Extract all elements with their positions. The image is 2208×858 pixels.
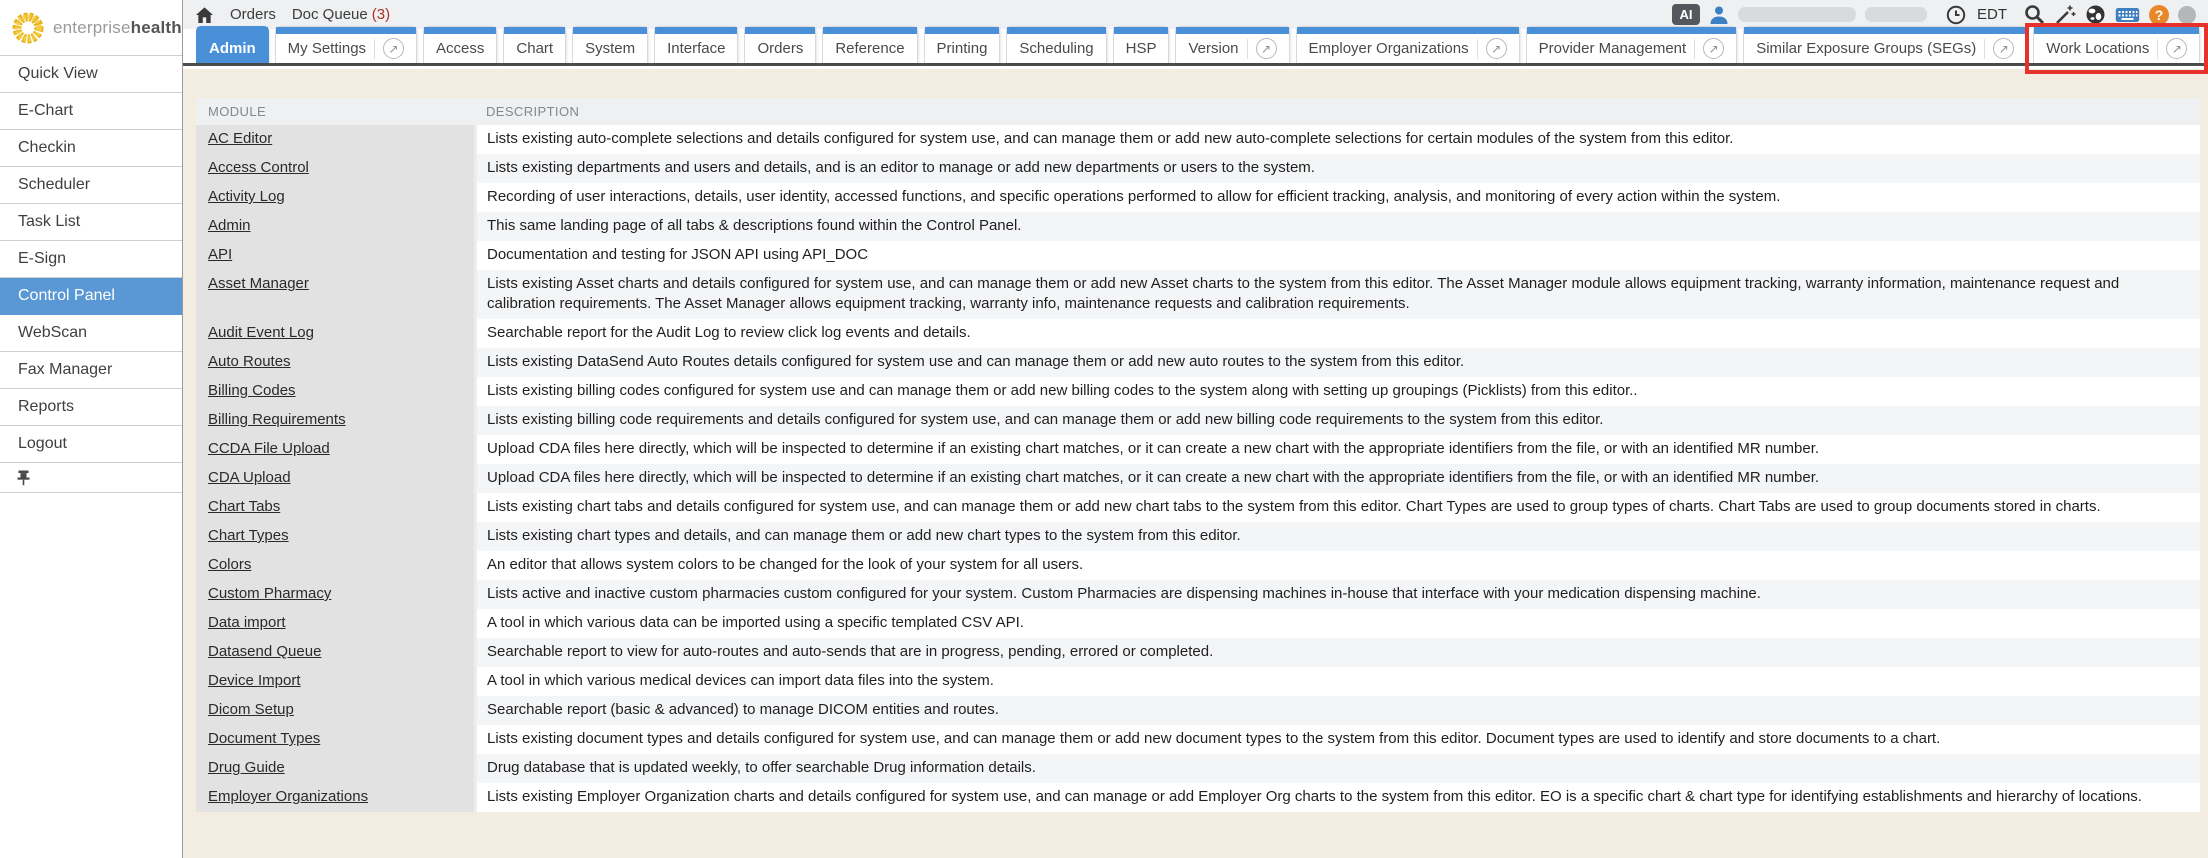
sidebar-item-label: Logout (18, 435, 67, 452)
module-description: An editor that allows system colors to be changed for the look of your system for all users. (474, 551, 2200, 580)
tab-label: My Settings (287, 40, 367, 57)
tab-separator (374, 39, 375, 59)
doc-queue-count: (3) (371, 6, 391, 23)
sidebar-item-webscan[interactable] (0, 315, 182, 352)
sidebar-item-quick-view[interactable] (0, 56, 182, 93)
external-link-icon[interactable]: ↗ (1256, 38, 1277, 59)
module-link-drug-guide[interactable]: Drug Guide (208, 759, 285, 776)
pin-icon[interactable] (16, 469, 31, 486)
module-link-admin[interactable]: Admin (208, 217, 251, 234)
table-body (196, 125, 2200, 812)
tab-label: Orders (757, 40, 804, 57)
table-row (196, 464, 2200, 493)
module-link-dicom-setup[interactable]: Dicom Setup (208, 701, 294, 718)
tab-accent-cap (573, 27, 647, 34)
sidebar-item-e-sign[interactable] (0, 241, 182, 278)
tab-label: Access (436, 40, 485, 57)
tab-accent-cap (745, 27, 815, 34)
table-row (196, 667, 2200, 696)
table-row (196, 638, 2200, 667)
module-link-asset-manager[interactable]: Asset Manager (208, 275, 309, 292)
module-description: Lists existing chart tabs and details configured for system use, and can manage them or add new chart tabs to the system from this editor. Chart Types are used to group types of charts. Chart Tabs are used to group documents stored in charts. (474, 493, 2200, 522)
topbar-actions (1672, 4, 2196, 25)
module-link-data-import[interactable]: Data import (208, 614, 286, 631)
home-icon[interactable] (195, 6, 214, 24)
column-header-module: MODULE (196, 98, 474, 125)
status-circle-icon[interactable] (2178, 6, 2196, 24)
ai-badge-button[interactable]: AI (1672, 4, 1700, 25)
tab-accent-cap (1176, 27, 1288, 34)
tab-separator (1477, 39, 1478, 59)
sidebar-item-label: Checkin (18, 139, 76, 156)
keyboard-icon[interactable] (2115, 6, 2140, 24)
tab-label: Printing (936, 40, 988, 57)
external-link-icon[interactable]: ↗ (383, 38, 404, 59)
table-row (196, 270, 2200, 319)
module-description: Recording of user interactions, details, user identity, accessed functions, and specific operations performed to allow for efficient tracking, analysis, and monitoring of every action within the system. (474, 183, 2200, 212)
table-row (196, 435, 2200, 464)
sidebar-item-label: Fax Manager (18, 361, 113, 378)
table-row (196, 522, 2200, 551)
tab-accent-cap (1297, 27, 1519, 34)
table-row (196, 783, 2200, 812)
nav-doc-queue[interactable]: Doc Queue (3) (291, 6, 391, 23)
module-description: Lists active and inactive custom pharmacies custom configured for your system. Custom Pharmacies are dispensing machines in-house that interface with your medication dispensing machine. (474, 580, 2200, 609)
table-row (196, 377, 2200, 406)
tab-chart[interactable] (503, 26, 566, 63)
module-description: Lists existing billing codes configured for system use and can manage them or add new billing codes to the system along with setting up groupings (Picklists) from this editor.. (474, 377, 2200, 406)
tab-printing[interactable] (924, 26, 1001, 63)
tab-my-settings[interactable] (275, 26, 417, 63)
table-row (196, 241, 2200, 270)
table-row (196, 125, 2200, 154)
tab-label: Employer Organizations (1308, 40, 1469, 57)
sidebar-item-label: E-Chart (18, 102, 74, 119)
module-description: Searchable report for the Audit Log to review click log events and details. (474, 319, 2200, 348)
main-content (183, 69, 2208, 858)
help-icon[interactable]: ? (2149, 5, 2169, 25)
tab-label: Chart (516, 40, 554, 57)
tab-accent-cap (1007, 27, 1105, 34)
external-link-icon[interactable]: ↗ (1486, 38, 1507, 59)
module-description: Lists existing billing code requirements and details configured for system use, and can manage them or add new billing code requirements to the system from this editor. (474, 406, 2200, 435)
module-link-datasend-queue[interactable]: Datasend Queue (208, 643, 322, 660)
sidebar-item-scheduler[interactable] (0, 167, 182, 204)
sidebar-item-label: Task List (18, 213, 81, 230)
tab-separator (1247, 39, 1248, 59)
module-link-employer-organizations[interactable]: Employer Organizations (208, 788, 369, 805)
module-link-cda-upload[interactable]: CDA Upload (208, 469, 291, 486)
sidebar (0, 0, 183, 858)
tab-label: Reference (835, 40, 905, 57)
table-row (196, 183, 2200, 212)
module-description: Searchable report (basic & advanced) to manage DICOM entities and routes. (474, 696, 2200, 725)
table-row (196, 725, 2200, 754)
module-description: Upload CDA files here directly, which will be inspected to determine if an existing chart matches, or it can create a new chart with the appropriate identifiers from the file, or with an identified MR number. (474, 464, 2200, 493)
module-description: Lists existing Asset charts and details configured for system use, and can manage them or add new Asset charts to the system from this editor. The Asset Manager module allows equipment tracking, warranty information, maintenance request and calibration requirements. The Asset Manager allows equipment tracking, warranty info, maintenance requests and calibration requirements. (474, 270, 2200, 319)
tab-accent-cap (1744, 27, 2026, 34)
module-link-chart-types[interactable]: Chart Types (208, 527, 289, 544)
tab-label: Scheduling (1019, 40, 1094, 57)
sidebar-pin-row (0, 463, 182, 493)
redacted-text (1865, 7, 1927, 22)
tab-label: Work Locations (2046, 40, 2150, 57)
tab-accent-cap (276, 27, 416, 34)
table-row (196, 319, 2200, 348)
enterprise-health-logo (0, 0, 182, 56)
tab-version[interactable] (1175, 26, 1289, 63)
module-link-colors[interactable]: Colors (208, 556, 252, 573)
table-row (196, 212, 2200, 241)
logo-text: enterprisehealth (53, 17, 182, 37)
module-description: Searchable report to view for auto-routes and auto-sends that are in progress, pending, errored or completed. (474, 638, 2200, 667)
sidebar-item-checkin[interactable] (0, 130, 182, 167)
module-link-device-import[interactable]: Device Import (208, 672, 301, 689)
table-header-row (196, 98, 2200, 125)
tab-hsp[interactable] (1113, 26, 1170, 63)
tab-interface[interactable] (654, 26, 738, 63)
module-table (196, 98, 2200, 812)
tab-separator (1694, 39, 1695, 59)
globe-icon[interactable] (2085, 4, 2106, 25)
sidebar-item-label: E-Sign (18, 250, 67, 267)
external-link-icon[interactable]: ↗ (2166, 38, 2187, 59)
tab-separator (1984, 39, 1985, 59)
table-row (196, 580, 2200, 609)
module-link-chart-tabs[interactable]: Chart Tabs (208, 498, 281, 515)
table-row (196, 406, 2200, 435)
tab-label: Provider Management (1538, 40, 1687, 57)
sidebar-item-label: WebScan (18, 324, 88, 341)
tab-accent-cap (424, 27, 496, 34)
tab-orders[interactable] (744, 26, 816, 63)
tab-label: System (585, 40, 636, 57)
module-link-auto-routes[interactable]: Auto Routes (208, 353, 291, 370)
module-description: This same landing page of all tabs & descriptions found within the Control Panel. (474, 212, 2200, 241)
tab-label: Admin (209, 40, 256, 57)
module-link-document-types[interactable]: Document Types (208, 730, 321, 747)
module-link-activity-log[interactable]: Activity Log (208, 188, 285, 205)
table-row (196, 493, 2200, 522)
tab-accent-cap (504, 27, 565, 34)
sidebar-item-control-panel[interactable] (0, 278, 182, 315)
module-description: A tool in which various medical devices can import data files into the system. (474, 667, 2200, 696)
sidebar-item-label: Control Panel (18, 287, 115, 304)
module-description: Lists existing document types and details configured for system use, and can manage them or add new document types to the system from this editor. Document types are used to identify and store documents to a chart. (474, 725, 2200, 754)
tab-label: HSP (1125, 40, 1157, 57)
tab-bar (183, 29, 2208, 66)
sidebar-nav (0, 56, 182, 463)
module-description: Upload CDA files here directly, which will be inspected to determine if an existing chart matches, or it can create a new chart with the appropriate identifiers from the file, or with an identified MR number. (474, 435, 2200, 464)
tab-scheduling[interactable] (1006, 26, 1106, 63)
tab-separator (2157, 39, 2158, 59)
tab-label: Interface (667, 40, 726, 57)
tab-employer-organizations[interactable] (1296, 26, 1520, 63)
tab-accent-cap (925, 27, 1000, 34)
nav-orders[interactable]: Orders (230, 6, 276, 23)
table-row (196, 696, 2200, 725)
sidebar-item-label: Scheduler (18, 176, 91, 193)
table-row (196, 754, 2200, 783)
user-icon[interactable] (1709, 5, 1729, 25)
timezone-label: EDT (1977, 6, 2007, 23)
module-description: Lists existing Employer Organization charts and details configured for system use, and can manage or add Employer Org charts to the system from this editor. EO is a specific chart & chart type for identifying establishments and hierarchy of locations. (474, 783, 2200, 812)
external-link-icon[interactable]: ↗ (1993, 38, 2014, 59)
tab-label: Similar Exposure Groups (SEGs) (1756, 40, 1977, 57)
module-link-ccda-file-upload[interactable]: CCDA File Upload (208, 440, 330, 457)
table-row (196, 609, 2200, 638)
module-link-billing-codes[interactable]: Billing Codes (208, 382, 296, 399)
table-row (196, 154, 2200, 183)
redacted-username (1738, 7, 1856, 22)
magic-wand-icon[interactable] (2054, 4, 2076, 25)
tab-system[interactable] (572, 26, 648, 63)
module-link-access-control[interactable]: Access Control (208, 159, 309, 176)
tab-accent-cap (197, 27, 268, 34)
sidebar-item-task-list[interactable] (0, 204, 182, 241)
module-description: A tool in which various data can be imported using a specific templated CSV API. (474, 609, 2200, 638)
top-bar (183, 0, 2208, 29)
module-link-billing-requirements[interactable]: Billing Requirements (208, 411, 346, 428)
module-link-api[interactable]: API (208, 246, 233, 263)
tab-similar-exposure-groups-segs[interactable] (1743, 26, 2027, 63)
module-description: Documentation and testing for JSON API using API_DOC (474, 241, 2200, 270)
logo-sunburst-icon (10, 10, 46, 46)
search-icon[interactable] (2024, 4, 2045, 25)
table-row (196, 551, 2200, 580)
sidebar-item-logout[interactable] (0, 426, 182, 463)
tab-access[interactable] (423, 26, 497, 63)
tab-accent-cap (1114, 27, 1169, 34)
column-header-description: DESCRIPTION (474, 98, 2200, 125)
module-description: Lists existing DataSend Auto Routes details configured for system use and can manage them or add new auto routes to the system from this editor. (474, 348, 2200, 377)
clock-icon[interactable] (1946, 5, 1966, 25)
sidebar-item-fax-manager[interactable] (0, 352, 182, 389)
tab-accent-cap (655, 27, 737, 34)
sidebar-item-reports[interactable] (0, 389, 182, 426)
module-description: Lists existing chart types and details, and can manage them or add new chart types to the system from this editor. (474, 522, 2200, 551)
sidebar-item-label: Quick View (18, 65, 98, 82)
tab-provider-management[interactable] (1526, 26, 1738, 63)
tab-accent-cap (1527, 27, 1737, 34)
tab-admin[interactable] (196, 26, 269, 63)
tab-work-locations[interactable] (2033, 26, 2200, 63)
module-description: Drug database that is updated weekly, to offer searchable Drug information details. (474, 754, 2200, 783)
module-link-custom-pharmacy[interactable]: Custom Pharmacy (208, 585, 332, 602)
module-description: Lists existing departments and users and details, and is an editor to manage or add new departments or users to the system. (474, 154, 2200, 183)
external-link-icon[interactable]: ↗ (1703, 38, 1724, 59)
tab-accent-cap (823, 27, 916, 34)
tab-accent-cap (2034, 27, 2199, 34)
sidebar-item-label: Reports (18, 398, 75, 415)
tab-reference[interactable] (822, 26, 917, 63)
table-row (196, 348, 2200, 377)
sidebar-item-e-chart[interactable] (0, 93, 182, 130)
module-link-ac-editor[interactable]: AC Editor (208, 130, 273, 147)
tab-label: Version (1188, 40, 1239, 57)
module-link-audit-event-log[interactable]: Audit Event Log (208, 324, 314, 341)
module-description: Lists existing auto-complete selections and details configured for system use, and can manage them or add new auto-complete selections for certain modules of the system from this editor. (474, 125, 2200, 154)
